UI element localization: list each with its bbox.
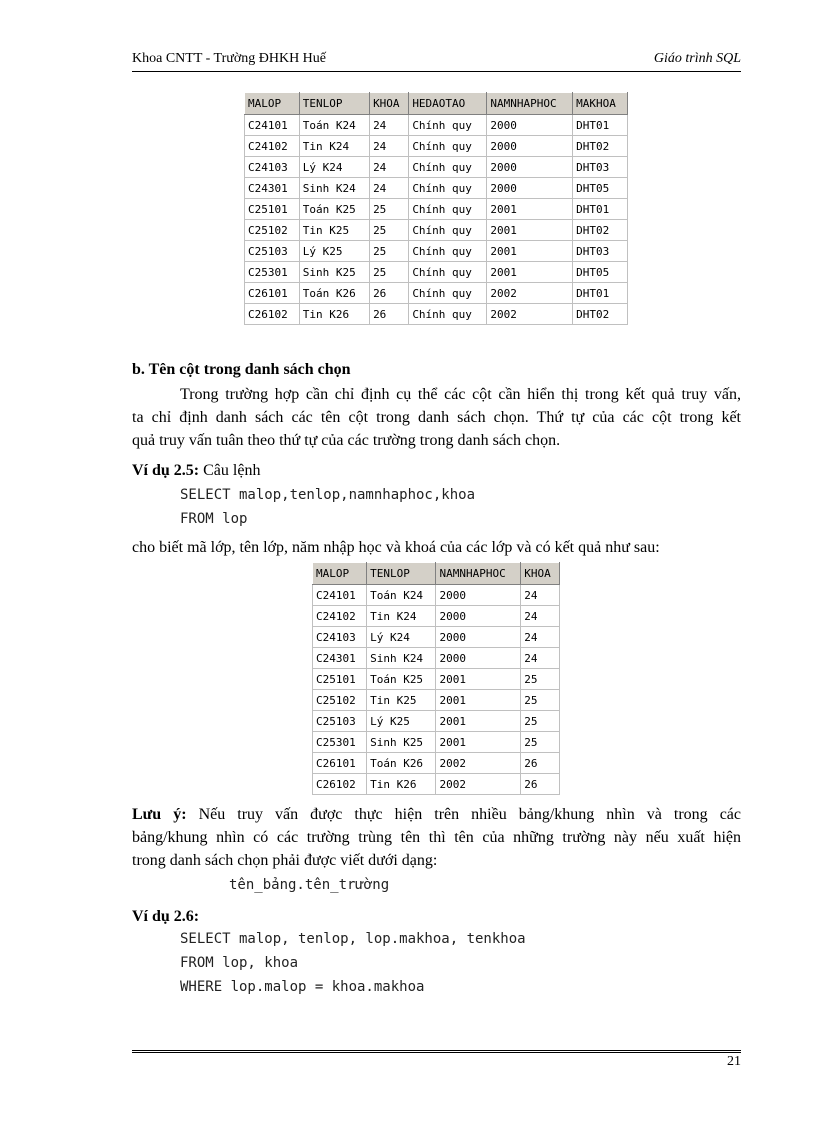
table-cell: DHT03	[573, 241, 628, 262]
table-cell: 2002	[487, 283, 573, 304]
note-text: Nếu truy vấn được thực hiện trên nhiều bảng/khung nhìn và trong các	[198, 806, 742, 823]
table-cell: 24	[370, 136, 409, 157]
table-cell: 2000	[436, 627, 521, 648]
table-row	[245, 157, 628, 178]
table-cell: C24102	[245, 136, 300, 157]
column-header: MAKHOA	[573, 93, 628, 115]
table-cell: C24102	[313, 606, 367, 627]
table-cell: Toán K24	[299, 115, 369, 136]
table-header-row	[245, 93, 628, 115]
table-cell: 25	[521, 690, 560, 711]
table-cell: 2001	[436, 669, 521, 690]
example-2-6	[132, 905, 199, 928]
table-row	[313, 585, 560, 606]
table-cell: Toán K26	[367, 753, 436, 774]
code-line: FROM lop, khoa	[180, 955, 299, 971]
table-cell: 2000	[487, 136, 573, 157]
table-cell: C25101	[313, 669, 367, 690]
code-line: SELECT malop,tenlop,namnhaphoc,khoa	[180, 487, 476, 503]
table-cell: 2000	[487, 115, 573, 136]
table-cell: DHT05	[573, 178, 628, 199]
table-cell: C25301	[245, 262, 300, 283]
table-cell: 24	[521, 606, 560, 627]
table-cell: DHT03	[573, 157, 628, 178]
table-row	[245, 199, 628, 220]
column-header: MALOP	[313, 563, 367, 585]
header-left: Khoa CNTT - Trường ĐHKH Huế	[132, 51, 327, 66]
table-cell: 2000	[436, 585, 521, 606]
table-cell: C24103	[313, 627, 367, 648]
table-cell: Tin K26	[299, 304, 369, 325]
table-cell: C26102	[245, 304, 300, 325]
table-cell: DHT01	[573, 283, 628, 304]
table-cell: Chính quy	[409, 304, 487, 325]
table-row	[313, 711, 560, 732]
column-header: TENLOP	[299, 93, 369, 115]
table-cell: 25	[370, 199, 409, 220]
table-cell: Lý K25	[367, 711, 436, 732]
table-row	[313, 627, 560, 648]
table-cell: 25	[521, 732, 560, 753]
table-cell: 26	[370, 283, 409, 304]
table-cell: 26	[521, 774, 560, 795]
column-header: NAMNHAPHOC	[436, 563, 521, 585]
note-line: bảng/khung nhìn có các trường trùng tên thì tên của những trường này nếu xuất hiện	[132, 829, 741, 846]
table-row	[245, 304, 628, 325]
table-cell: C25301	[313, 732, 367, 753]
table-cell: Chính quy	[409, 262, 487, 283]
table-cell: 2001	[487, 262, 573, 283]
paragraph-line: quả truy vấn tuân theo thứ tự của các trường trong danh sách chọn.	[132, 432, 561, 449]
table-cell: C25102	[245, 220, 300, 241]
footer-rule	[132, 1050, 741, 1051]
table-cell: C26102	[313, 774, 367, 795]
column-header: TENLOP	[367, 563, 436, 585]
table-cell: Lý K24	[299, 157, 369, 178]
code-line: WHERE lop.malop = khoa.makhoa	[180, 979, 425, 995]
table-cell: Tin K25	[367, 690, 436, 711]
table-cell: Toán K25	[367, 669, 436, 690]
table-row	[245, 262, 628, 283]
table-cell: Chính quy	[409, 178, 487, 199]
table-cell: DHT02	[573, 304, 628, 325]
example-label: Ví dụ 2.6:	[132, 908, 200, 925]
table-cell: 2000	[436, 648, 521, 669]
column-header: KHOA	[521, 563, 560, 585]
page-number: 21	[727, 1054, 741, 1069]
note-line: trong danh sách chọn phải được viết dưới dạng:	[132, 852, 438, 869]
table-cell: Tin K26	[367, 774, 436, 795]
table-cell: C24301	[245, 178, 300, 199]
table-cell: Chính quy	[409, 136, 487, 157]
table-cell: Sinh K24	[299, 178, 369, 199]
section-heading: b. Tên cột trong danh sách chọn	[132, 361, 351, 378]
table-cell: 2001	[436, 690, 521, 711]
table-cell: 2000	[487, 157, 573, 178]
table-cell: 24	[521, 648, 560, 669]
table-cell: C25101	[245, 199, 300, 220]
table-row	[313, 606, 560, 627]
table-cell: 25	[370, 262, 409, 283]
table-cell: DHT02	[573, 220, 628, 241]
table-cell: 25	[521, 669, 560, 690]
table-row	[313, 732, 560, 753]
result-table-1	[244, 92, 628, 325]
table-cell: 2002	[436, 774, 521, 795]
table-cell: 2002	[436, 753, 521, 774]
table-cell: DHT02	[573, 136, 628, 157]
table-row	[313, 774, 560, 795]
table-cell: 24	[370, 178, 409, 199]
table-cell: Toán K25	[299, 199, 369, 220]
table-cell: 24	[370, 115, 409, 136]
header-right: Giáo trình SQL	[653, 51, 741, 66]
code-line: SELECT malop, tenlop, lop.makhoa, tenkhoa	[180, 931, 526, 947]
table-cell: Sinh K25	[367, 732, 436, 753]
table-cell: C24101	[313, 585, 367, 606]
table-cell: Toán K24	[367, 585, 436, 606]
table-row	[245, 115, 628, 136]
table-cell: Chính quy	[409, 115, 487, 136]
table-cell: 2001	[487, 220, 573, 241]
column-header: KHOA	[370, 93, 409, 115]
paragraph-line: cho biết mã lớp, tên lớp, năm nhập học và khoá của các lớp và có kết quả như sau:	[132, 539, 660, 556]
table-cell: Toán K26	[299, 283, 369, 304]
table-row	[245, 241, 628, 262]
table-cell: Tin K24	[367, 606, 436, 627]
table-cell: C25103	[313, 711, 367, 732]
table-cell: 2001	[487, 199, 573, 220]
example-2-5	[132, 459, 260, 482]
table-cell: Chính quy	[409, 220, 487, 241]
note-label: Lưu ý:	[132, 806, 187, 823]
paragraph-line: Trong trường hợp cần chỉ định cụ thể các cột cần hiển thị trong kết quả truy vấn,	[180, 386, 741, 403]
table-cell: Chính quy	[409, 199, 487, 220]
paragraph-line: ta chỉ định danh sách các tên cột trong danh sách chọn. Thứ tự của các cột trong kết	[132, 409, 741, 426]
table-row	[245, 178, 628, 199]
table-cell: DHT05	[573, 262, 628, 283]
table-cell: 25	[521, 711, 560, 732]
table-cell: 2002	[487, 304, 573, 325]
column-header: MALOP	[245, 93, 300, 115]
table-row	[245, 136, 628, 157]
table-cell: 2000	[487, 178, 573, 199]
table-row	[313, 753, 560, 774]
table-cell: DHT01	[573, 115, 628, 136]
column-header: HEDAOTAO	[409, 93, 487, 115]
table-cell: 24	[521, 585, 560, 606]
table-row	[245, 220, 628, 241]
table-cell: Chính quy	[409, 283, 487, 304]
table-cell: 25	[370, 241, 409, 262]
table-cell: C24103	[245, 157, 300, 178]
table-cell: 2001	[487, 241, 573, 262]
example-text: Câu lệnh	[203, 462, 261, 479]
table-row	[245, 283, 628, 304]
table-cell: Chính quy	[409, 157, 487, 178]
table-cell: Sinh K24	[367, 648, 436, 669]
table-cell: C25102	[313, 690, 367, 711]
note-line	[132, 803, 741, 826]
table-cell: DHT01	[573, 199, 628, 220]
result-table-2	[312, 562, 560, 795]
table-cell: 24	[370, 157, 409, 178]
table-cell: 2001	[436, 711, 521, 732]
table-row	[313, 648, 560, 669]
column-header: NAMNHAPHOC	[487, 93, 573, 115]
table-cell: Lý K24	[367, 627, 436, 648]
footer-rule	[132, 1052, 741, 1053]
table-cell: C26101	[313, 753, 367, 774]
table-header-row	[313, 563, 560, 585]
table-cell: 2001	[436, 732, 521, 753]
table-cell: Chính quy	[409, 241, 487, 262]
table-cell: 2000	[436, 606, 521, 627]
table-cell: C25103	[245, 241, 300, 262]
table-cell: 26	[521, 753, 560, 774]
example-label: Ví dụ 2.5:	[132, 462, 200, 479]
table-cell: 25	[370, 220, 409, 241]
table-cell: Lý K25	[299, 241, 369, 262]
header-rule	[132, 71, 741, 72]
table-row	[313, 669, 560, 690]
table-cell: C26101	[245, 283, 300, 304]
table-cell: 26	[370, 304, 409, 325]
table-cell: 24	[521, 627, 560, 648]
page-header	[132, 51, 741, 71]
table-cell: C24301	[313, 648, 367, 669]
table-cell: Sinh K25	[299, 262, 369, 283]
table-cell: Tin K24	[299, 136, 369, 157]
code-line: tên_bảng.tên_trường	[229, 877, 390, 893]
table-row	[313, 690, 560, 711]
table-cell: C24101	[245, 115, 300, 136]
table-cell: Tin K25	[299, 220, 369, 241]
code-line: FROM lop	[180, 511, 248, 527]
